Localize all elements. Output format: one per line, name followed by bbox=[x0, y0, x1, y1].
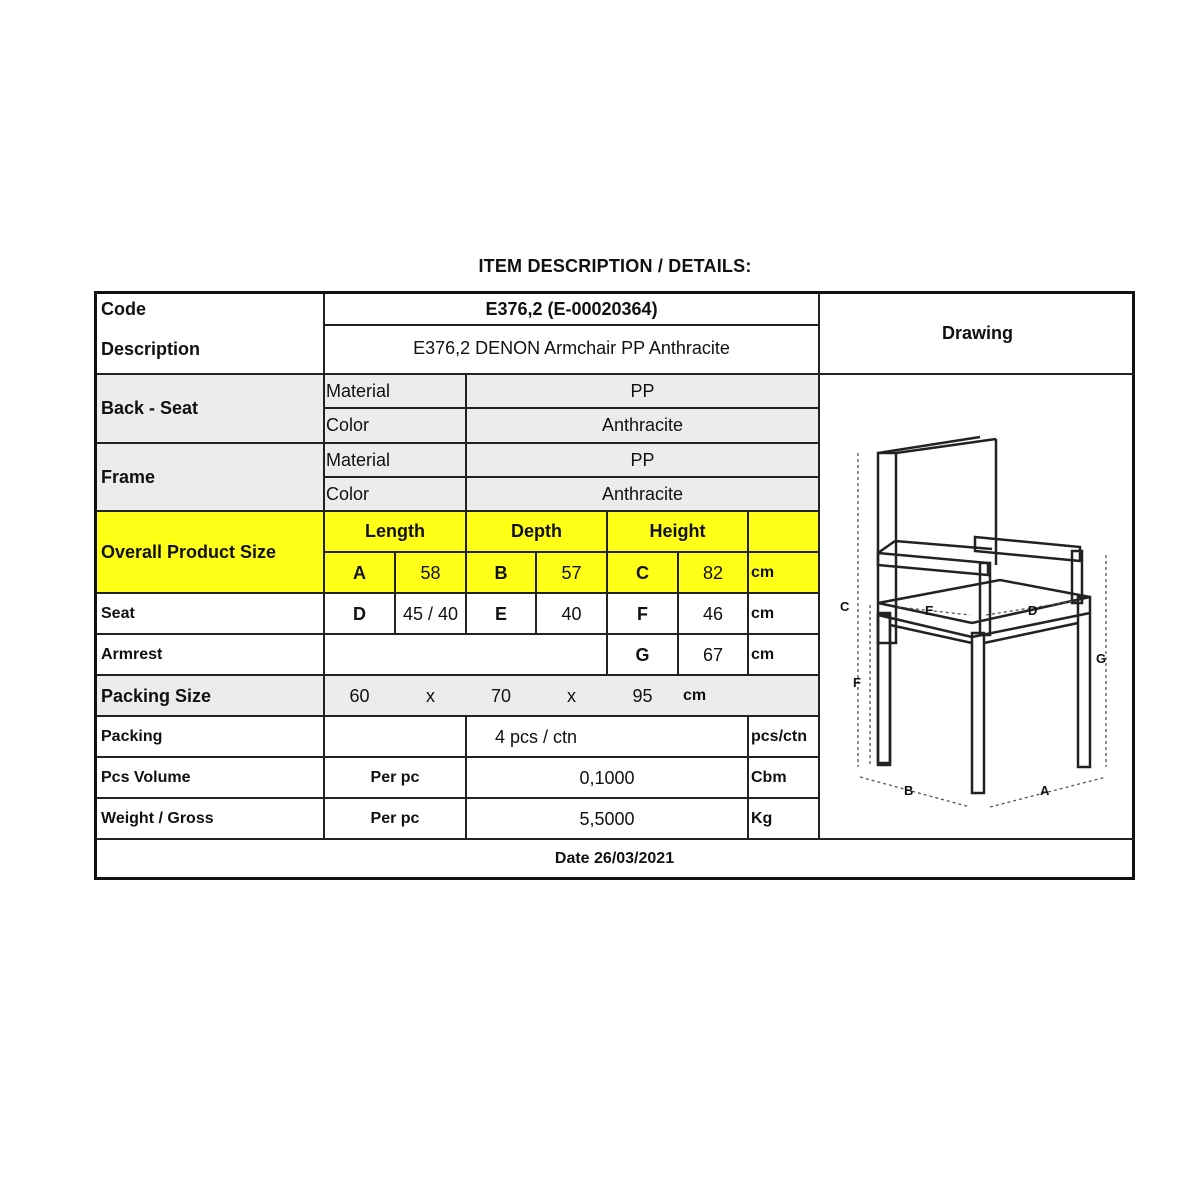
drawing-letter-c: C bbox=[840, 599, 850, 614]
pcs-volume-label: Pcs Volume bbox=[101, 769, 191, 786]
packing-size-unit: cm bbox=[683, 687, 707, 704]
drawing-label: Drawing bbox=[941, 323, 1013, 343]
drawing-letter-d: D bbox=[1028, 603, 1038, 618]
drawing-letter-g: G bbox=[1096, 651, 1107, 666]
armrest-label: Armrest bbox=[101, 646, 163, 663]
chair-drawing bbox=[820, 375, 1135, 838]
packing-size-height: 95 bbox=[632, 685, 653, 706]
packing-label: Packing bbox=[101, 728, 163, 745]
height-header: Height bbox=[649, 521, 706, 541]
dim-e-letter: E bbox=[494, 603, 507, 624]
frame-label: Frame bbox=[101, 466, 156, 487]
pcs-volume-per: Per pc bbox=[370, 769, 420, 786]
weight-per: Per pc bbox=[370, 810, 420, 827]
backrest-top-edge bbox=[878, 437, 980, 453]
armrest-unit: cm bbox=[751, 646, 775, 663]
drawing-letter-b: B bbox=[904, 783, 914, 798]
dim-f-value: 46 bbox=[702, 603, 724, 624]
dim-d-letter: D bbox=[353, 603, 366, 624]
code-label: Code bbox=[101, 299, 146, 319]
weight-value: 5,5000 bbox=[579, 808, 635, 829]
back-leg-left bbox=[878, 615, 890, 765]
armrest-left-edge bbox=[878, 541, 895, 553]
front-leg-right bbox=[972, 633, 984, 793]
front-leg-left bbox=[878, 613, 890, 763]
weight-unit: Kg bbox=[751, 810, 773, 827]
backseat-color-value: Anthracite bbox=[601, 414, 684, 435]
dim-c-letter: C bbox=[636, 562, 649, 583]
drawing-letter-f: F bbox=[853, 675, 861, 690]
description-label: Description bbox=[101, 339, 201, 359]
backseat-material-label: Material bbox=[326, 380, 391, 401]
drawing-letter-a: A bbox=[1040, 783, 1050, 798]
drawing-letter-e: E bbox=[925, 603, 934, 618]
frame-color-label: Color bbox=[326, 483, 370, 504]
frame-material-label: Material bbox=[326, 449, 391, 470]
packing-size-times-2: x bbox=[567, 685, 576, 706]
dim-a-value: 58 bbox=[420, 562, 441, 583]
packing-value: 4 pcs / ctn bbox=[494, 726, 578, 747]
backseat-label: Back - Seat bbox=[101, 397, 199, 418]
overall-size-label: Overall Product Size bbox=[101, 541, 277, 562]
dim-f-letter: F bbox=[637, 603, 648, 624]
packing-unit: pcs/ctn bbox=[751, 728, 808, 745]
back-leg-right bbox=[1078, 597, 1090, 767]
dim-b-value: 57 bbox=[561, 562, 582, 583]
dim-g-letter: G bbox=[635, 644, 650, 665]
packing-size-times-1: x bbox=[426, 685, 435, 706]
seat-shape bbox=[878, 580, 1090, 623]
pcs-volume-unit: Cbm bbox=[751, 769, 787, 786]
packing-size-label: Packing Size bbox=[101, 685, 212, 706]
backseat-color-label: Color bbox=[326, 414, 370, 435]
seat-label: Seat bbox=[101, 605, 135, 622]
dim-a-letter: A bbox=[353, 562, 366, 583]
packing-size-width: 70 bbox=[490, 685, 512, 706]
backseat-material-value: PP bbox=[630, 380, 655, 401]
overall-unit: cm bbox=[751, 564, 775, 581]
pcs-volume-value: 0,1000 bbox=[579, 767, 635, 788]
date-footer: Date 26/03/2021 bbox=[554, 850, 675, 867]
packing-size-length: 60 bbox=[349, 685, 370, 706]
seat-unit: cm bbox=[751, 605, 775, 622]
dim-c-value: 82 bbox=[702, 562, 724, 583]
armrest-left-edge bbox=[895, 541, 992, 549]
dim-g-value: 67 bbox=[702, 644, 724, 665]
code-value: E376,2 (E-00020364) bbox=[485, 299, 658, 319]
length-header: Length bbox=[365, 521, 425, 541]
frame-color-value: Anthracite bbox=[601, 483, 684, 504]
dim-e-value: 40 bbox=[561, 603, 582, 624]
spec-sheet bbox=[94, 291, 1135, 880]
frame-material-value: PP bbox=[630, 449, 655, 470]
dim-d-value: 45 / 40 bbox=[402, 603, 459, 624]
dim-b-letter: B bbox=[494, 562, 508, 583]
armrest-left bbox=[878, 553, 988, 575]
dimension-line-b bbox=[860, 777, 970, 807]
document-title: ITEM DESCRIPTION / DETAILS: bbox=[478, 256, 752, 276]
description-value: E376,2 DENON Armchair PP Anthracite bbox=[413, 338, 730, 358]
weight-label: Weight / Gross bbox=[101, 810, 214, 827]
depth-header: Depth bbox=[511, 521, 562, 541]
